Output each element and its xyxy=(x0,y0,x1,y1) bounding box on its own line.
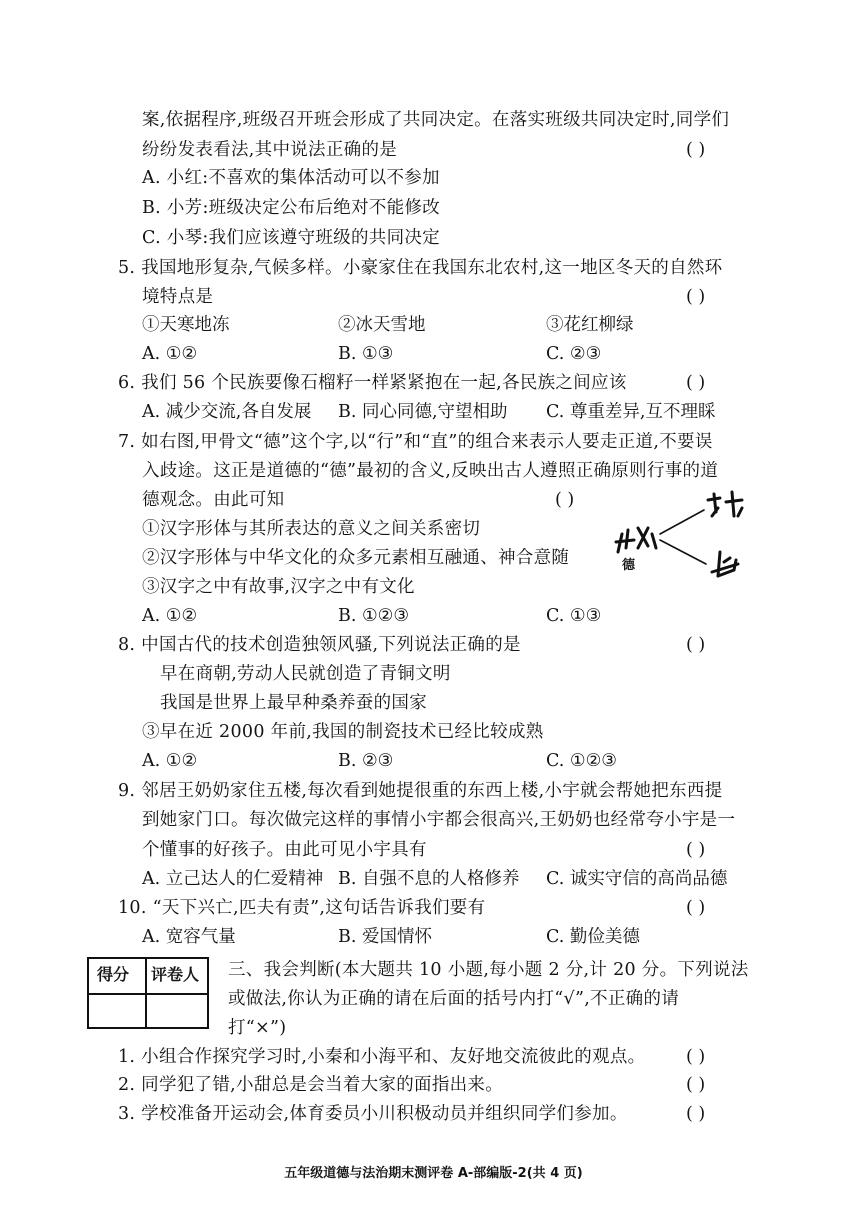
judge-item: 2. 同学犯了错,小甜总是会当着大家的面指出来。 xyxy=(118,1075,504,1095)
answer-paren[interactable]: ( ) xyxy=(555,490,575,510)
q9-line2: 到她家门口。每次做完这样的事情小宇都会很高兴,王奶奶也经常夸小宇是一 xyxy=(142,810,736,830)
q5-item1: ①天寒地冻 xyxy=(142,315,230,335)
section3-heading-line3: 打“×”) xyxy=(228,1018,287,1038)
oracle-bone-de-figure xyxy=(608,486,758,586)
q4-line2: 纷纷发表看法,其中说法正确的是 xyxy=(142,140,398,160)
q8-option-c: C. ①②③ xyxy=(546,751,617,771)
q8-option-a: A. ①② xyxy=(142,751,198,771)
q9-line3: 个懂事的好孩子。由此可见小宇具有 xyxy=(142,840,427,860)
q5-item2: ②冰天雪地 xyxy=(338,315,426,335)
q7-option-c: C. ①③ xyxy=(546,606,602,626)
q10-line1: 10. “天下兴亡,匹夫有责”,这句话告诉我们要有 xyxy=(118,898,486,918)
q8-item1: 早在商朝,劳动人民就创造了青铜文明 xyxy=(160,664,451,684)
answer-paren[interactable]: ( ) xyxy=(686,373,706,393)
judge-item: 3. 学校准备开运动会,体育委员小川积极动员并组织同学们参加。 xyxy=(118,1104,628,1124)
q8-item2: 我国是世界上最早种桑养蚕的国家 xyxy=(160,693,427,713)
q8-item3: ③早在近 2000 年前,我国的制瓷技术已经比较成熟 xyxy=(142,722,544,742)
q7-option-b: B. ①②③ xyxy=(338,606,410,626)
answer-paren[interactable]: ( ) xyxy=(686,840,706,860)
q10-option-b: B. 爱国情怀 xyxy=(338,927,432,947)
figure-caption: 德 xyxy=(622,558,636,573)
q6-option-a: A. 减少交流,各自发展 xyxy=(142,402,312,422)
q9-line1: 9. 邻居王奶奶家住五楼,每次看到她提很重的东西上楼,小宇就会帮她把东西提 xyxy=(118,781,723,801)
q7-item1: ①汉字形体与其所表达的意义之间关系密切 xyxy=(142,519,481,539)
answer-paren[interactable]: ( ) xyxy=(686,1075,706,1095)
q9-option-b: B. 自强不息的人格修养 xyxy=(338,869,520,889)
section3-heading-line2: 或做法,你认为正确的请在后面的括号内打“√”,不正确的请 xyxy=(228,989,680,1009)
q5-line2: 境特点是 xyxy=(142,287,214,307)
q4-option-b: B. 小芳:班级决定公布后绝对不能修改 xyxy=(142,198,441,218)
grader-header: 评卷人 xyxy=(151,965,200,984)
q10-option-c: C. 勤俭美德 xyxy=(546,927,640,947)
q9-option-a: A. 立己达人的仁爱精神 xyxy=(142,869,324,889)
q10-option-a: A. 宽容气量 xyxy=(142,927,236,947)
q8-option-b: B. ②③ xyxy=(338,751,394,771)
q4-option-a: A. 小红:不喜欢的集体活动可以不参加 xyxy=(142,168,440,188)
q5-option-b: B. ①③ xyxy=(338,344,394,364)
q7-line1: 7. 如右图,甲骨文“德”这个字,以“行”和“直”的组合来表示人要走正道,不要误 xyxy=(118,432,713,452)
q4-line1: 案,依据程序,班级召开班会形成了共同决定。在落实班级共同决定时,同学们 xyxy=(142,110,730,130)
answer-paren[interactable]: ( ) xyxy=(686,1047,706,1067)
q4-option-c: C. 小琴:我们应该遵守班级的共同决定 xyxy=(142,228,440,248)
answer-paren[interactable]: ( ) xyxy=(686,898,706,918)
judge-item: 1. 小组合作探究学习时,小秦和小海平和、友好地交流彼此的观点。 xyxy=(118,1047,646,1067)
q7-line3: 德观念。由此可知 xyxy=(142,490,285,510)
q5-line1: 5. 我国地形复杂,气候多样。小豪家住在我国东北农村,这一地区冬天的自然环 xyxy=(118,258,723,278)
q5-item3: ③花红柳绿 xyxy=(546,315,634,335)
answer-paren[interactable]: ( ) xyxy=(686,1104,706,1124)
score-table xyxy=(87,957,209,1029)
score-header: 得分 xyxy=(97,965,130,984)
q5-option-a: A. ①② xyxy=(142,344,198,364)
q7-line2: 入歧途。这正是道德的“德”最初的含义,反映出古人遵照正确原则行事的道 xyxy=(142,461,719,481)
q9-option-c: C. 诚实守信的高尚品德 xyxy=(546,869,728,889)
q5-option-c: C. ②③ xyxy=(546,344,602,364)
answer-paren[interactable]: ( ) xyxy=(686,287,706,307)
table-divider xyxy=(89,993,207,995)
answer-paren[interactable]: ( ) xyxy=(686,140,706,160)
q7-item2: ②汉字形体与中华文化的众多元素相互融通、神合意随 xyxy=(142,548,570,568)
answer-paren[interactable]: ( ) xyxy=(686,635,706,655)
q6-option-c: C. 尊重差异,互不理睬 xyxy=(546,402,716,422)
q7-item3: ③汉字之中有故事,汉字之中有文化 xyxy=(142,577,415,597)
q7-option-a: A. ①② xyxy=(142,606,198,626)
q6-option-b: B. 同心同德,守望相助 xyxy=(338,402,508,422)
q8-line1: 8. 中国古代的技术创造独领风骚,下列说法正确的是 xyxy=(118,635,521,655)
section3-heading-line1: 三、我会判断(本大题共 10 小题,每小题 2 分,计 20 分。下列说法 xyxy=(228,960,749,980)
q6-line1: 6. 我们 56 个民族要像石榴籽一样紧紧抱在一起,各民族之间应该 xyxy=(118,373,627,393)
page-footer: 五年级道德与法治期末测评卷 A-部编版-2(共 4 页) xyxy=(284,1166,583,1181)
